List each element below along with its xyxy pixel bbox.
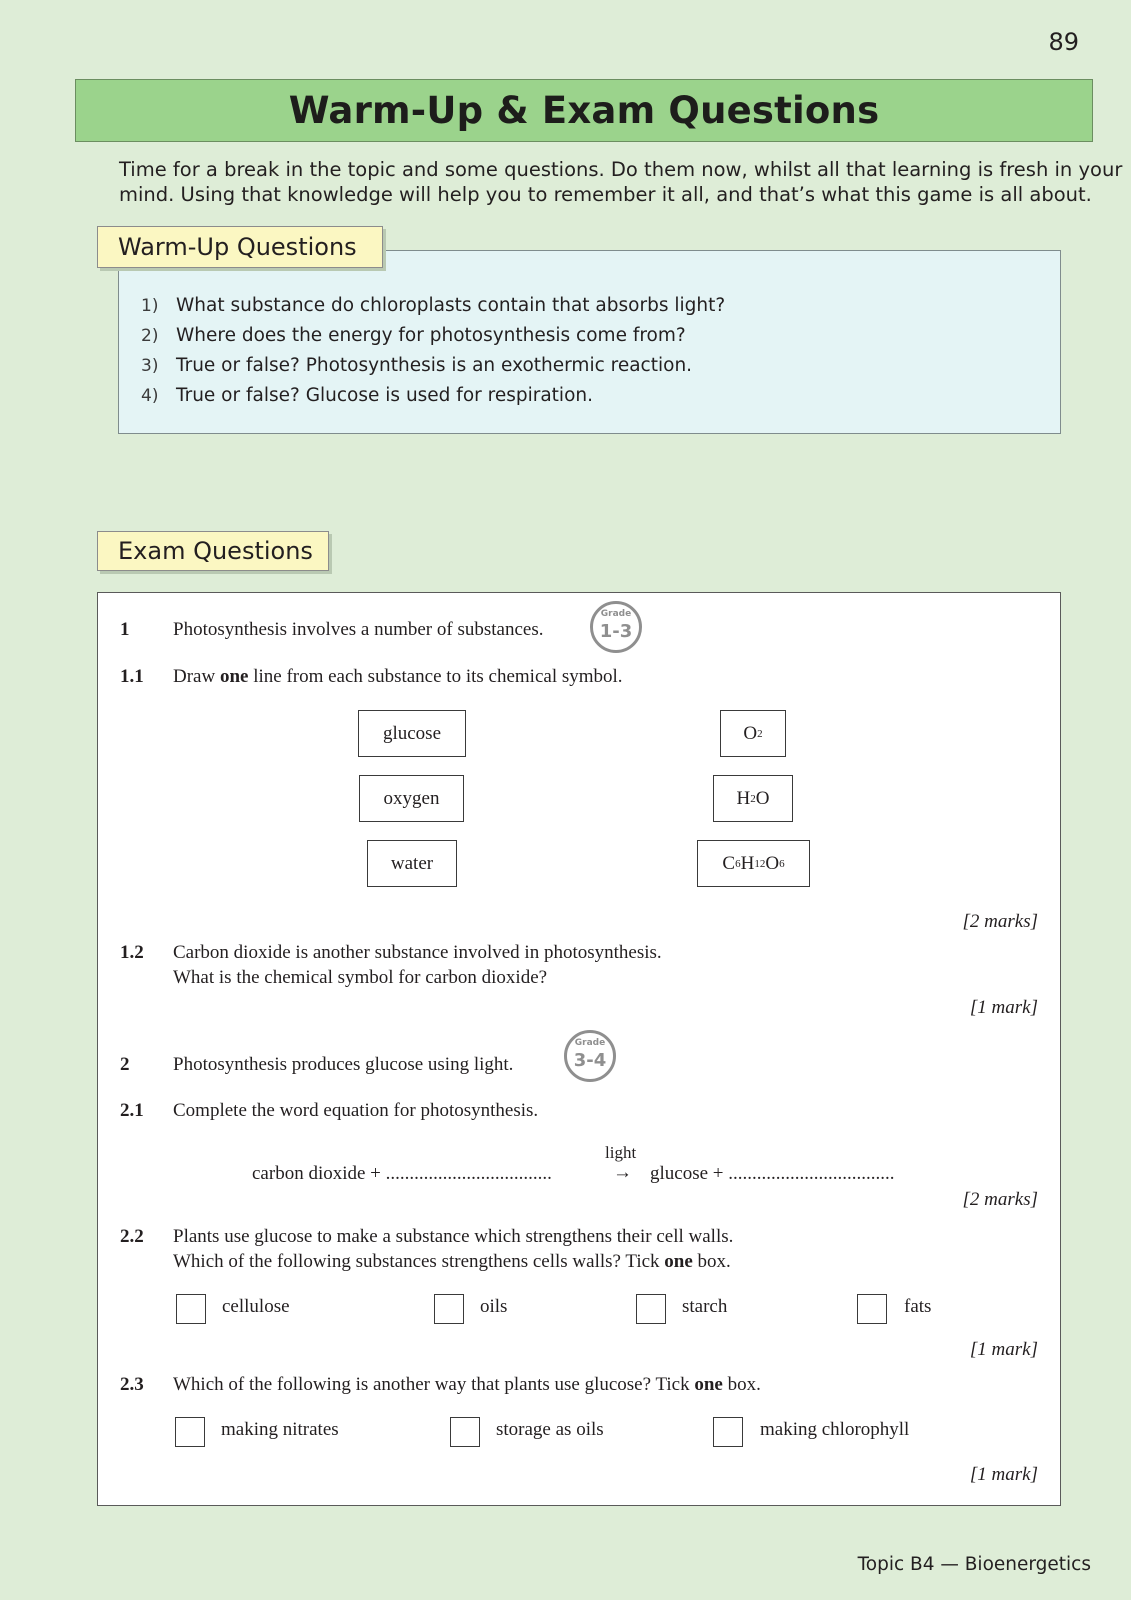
question-number: 2) — [141, 326, 159, 346]
grade-value: 1-3 — [599, 621, 633, 642]
marks-label: [1 mark] — [969, 997, 1038, 1018]
checkbox-fats[interactable] — [857, 1294, 887, 1324]
question-number: 2.2 — [120, 1226, 144, 1247]
page-footer: Topic B4 — Bioenergetics — [857, 1554, 1091, 1575]
question-number: 2.1 — [120, 1100, 144, 1121]
question-text: Draw one line from each substance to its chemical symbol. — [173, 666, 623, 687]
equation-left: carbon dioxide + ................................... — [252, 1163, 552, 1184]
question-text-line-1: Carbon dioxide is another substance involved in photosynthesis. — [173, 942, 662, 963]
exam-heading: Exam Questions — [97, 531, 329, 571]
question-number: 1.2 — [120, 942, 144, 963]
question-text-line-2: What is the chemical symbol for carbon dioxide? — [173, 967, 548, 988]
warm-up-list — [141, 291, 725, 411]
question-number: 1) — [141, 296, 159, 316]
marks-label: [1 mark] — [969, 1339, 1038, 1360]
warm-up-question — [141, 321, 725, 351]
symbol-box-c6h12o6[interactable]: C 6 H 12 O 6 — [697, 840, 810, 887]
option-label: oils — [480, 1296, 508, 1317]
question-text-line-1: Plants use glucose to make a substance which strengthens their cell walls. — [173, 1226, 734, 1247]
option-label: cellulose — [222, 1296, 290, 1317]
option-label: starch — [682, 1296, 728, 1317]
page-title: Warm-Up & Exam Questions — [288, 89, 880, 132]
question-text: Which of the following is another way that plants use glucose? Tick one box. — [173, 1374, 761, 1395]
question-number: 1.1 — [120, 666, 144, 687]
warm-up-heading: Warm-Up Questions — [97, 226, 383, 268]
question-text: Complete the word equation for photosynthesis. — [173, 1100, 539, 1121]
grade-badge — [564, 1030, 616, 1082]
substance-box-water[interactable]: water — [367, 840, 457, 887]
question-number: 4) — [141, 386, 159, 406]
checkbox-making-chlorophyll[interactable] — [713, 1417, 743, 1447]
equation-arrow: → — [613, 1162, 632, 1183]
question-text: Where does the energy for photosynthesis come from? — [176, 325, 686, 346]
checkbox-storage-as-oils[interactable] — [450, 1417, 480, 1447]
intro-line-1: Time for a break in the topic and some questions. Do them now, whilst all that learning is fresh in your — [119, 158, 1123, 181]
exam-questions-box — [97, 592, 1061, 1506]
marks-label: [2 marks] — [962, 1189, 1038, 1210]
page-number: 89 — [1048, 28, 1079, 56]
equation-arrow-label: light — [605, 1143, 637, 1162]
grade-badge — [590, 601, 642, 653]
question-text: Photosynthesis involves a number of substances. — [173, 619, 544, 640]
grade-label: Grade — [600, 609, 632, 619]
question-number: 2 — [120, 1054, 130, 1075]
option-label: making chlorophyll — [760, 1419, 910, 1440]
question-text-line-2: Which of the following substances strengthens cells walls? Tick one box. — [173, 1251, 731, 1272]
question-text: Photosynthesis produces glucose using light. — [173, 1054, 514, 1075]
symbol-box-h2o[interactable]: H 2 O — [713, 775, 793, 822]
question-number: 2.3 — [120, 1374, 144, 1395]
warm-up-box — [118, 250, 1061, 434]
question-text: True or false? Glucose is used for respiration. — [176, 385, 593, 406]
intro-line-2: mind. Using that knowledge will help you to remember it all, and that’s what this game is all about. — [119, 183, 1092, 206]
option-label: fats — [904, 1296, 932, 1317]
option-label: making nitrates — [221, 1419, 339, 1440]
question-text: True or false? Photosynthesis is an exothermic reaction. — [176, 355, 693, 376]
checkbox-starch[interactable] — [636, 1294, 666, 1324]
grade-value: 3-4 — [573, 1050, 607, 1071]
marks-label: [2 marks] — [962, 911, 1038, 932]
grade-label: Grade — [574, 1038, 606, 1048]
checkbox-making-nitrates[interactable] — [175, 1417, 205, 1447]
equation-right: glucose + ................................... — [650, 1163, 895, 1184]
question-text: What substance do chloroplasts contain that absorbs light? — [176, 295, 726, 316]
warm-up-question — [141, 291, 725, 321]
option-label: storage as oils — [496, 1419, 604, 1440]
intro-text — [119, 157, 1123, 207]
symbol-box-o2[interactable]: O 2 — [720, 710, 786, 757]
warm-up-question — [141, 381, 725, 411]
marks-label: [1 mark] — [969, 1464, 1038, 1485]
warm-up-question — [141, 351, 725, 381]
question-number: 1 — [120, 619, 130, 640]
checkbox-cellulose[interactable] — [176, 1294, 206, 1324]
checkbox-oils[interactable] — [434, 1294, 464, 1324]
title-banner — [75, 79, 1093, 142]
substance-box-glucose[interactable]: glucose — [358, 710, 466, 757]
question-number: 3) — [141, 356, 159, 376]
substance-box-oxygen[interactable]: oxygen — [359, 775, 464, 822]
